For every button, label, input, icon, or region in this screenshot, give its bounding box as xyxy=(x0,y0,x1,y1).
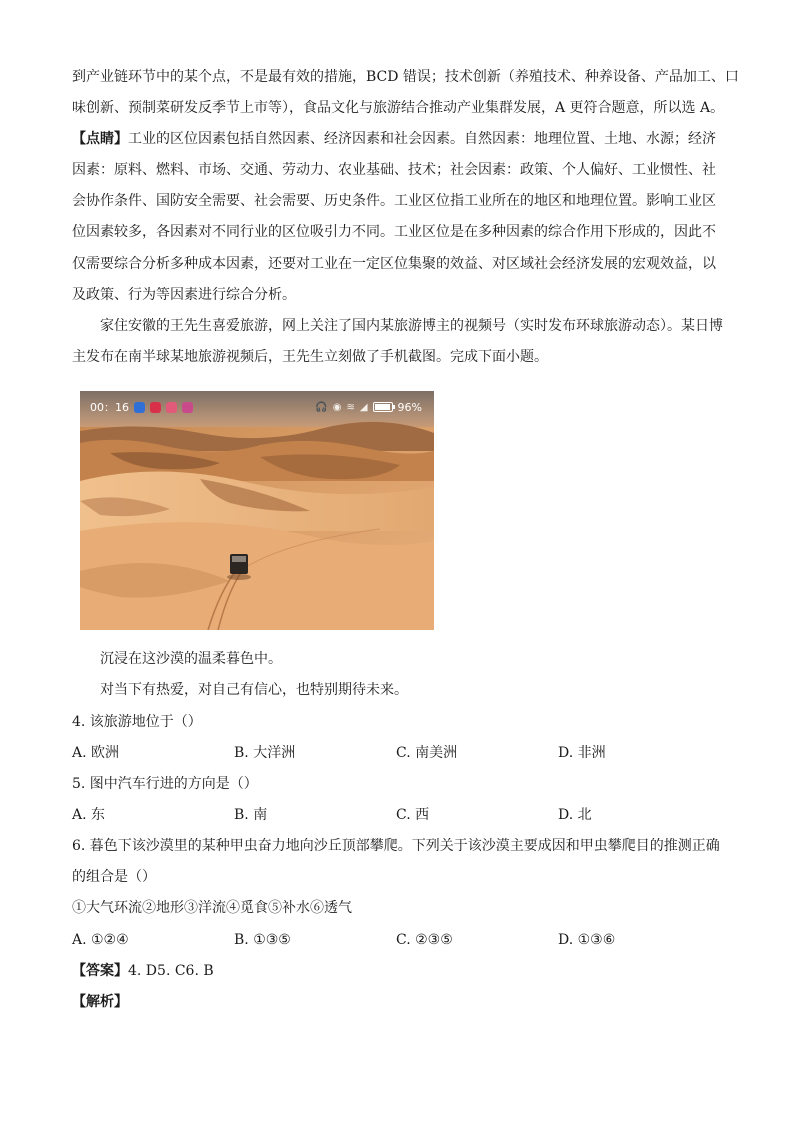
app-notification-icon-4 xyxy=(182,402,193,413)
paragraph-line-5: 会协作条件、国防安全需要、社会需要、历史条件。工业区位指工业所在的地区和地理位置。影响工业区 xyxy=(72,193,716,209)
q6-option-b: B. ①③⑤ xyxy=(234,932,291,948)
desert-scene xyxy=(80,391,434,630)
answer-line xyxy=(72,961,727,981)
status-time: 00：16 xyxy=(90,401,129,414)
battery-level xyxy=(375,404,390,410)
analysis-line xyxy=(72,992,727,1012)
wifi-icon: ≋ xyxy=(346,401,355,413)
q5-option-c: C. 西 xyxy=(396,807,430,823)
question-6-stem-line-1: 6. 暮色下该沙漠里的某种甲虫奋力地向沙丘顶部攀爬。下列关于该沙漠主要成因和甲虫攀爬目的推测正确 xyxy=(72,838,720,854)
desert-screenshot-image xyxy=(80,391,434,630)
q6-option-a: A. ①②④ xyxy=(72,932,129,948)
paragraph-line-7: 仅需要综合分析多种成本因素，还要对工业在一定区位集聚的效益、对区域社会经济发展的宏观效益，以 xyxy=(72,256,716,272)
answer-label: 【答案】 xyxy=(72,963,128,979)
paragraph-line-4: 因素：原料、燃料、市场、交通、劳动力、农业基础、技术；社会因素：政策、个人偏好、工业惯性、社 xyxy=(72,162,716,178)
tip-text: 工业的区位因素包括自然因素、经济因素和社会因素。自然因素：地理位置、土地、水源；经济 xyxy=(128,131,716,147)
app-notification-icon-2 xyxy=(150,402,161,413)
app-notification-icon-3 xyxy=(166,402,177,413)
q6-option-c: C. ②③⑤ xyxy=(396,932,453,948)
q5-option-d: D. 北 xyxy=(558,807,592,823)
q5-option-b: B. 南 xyxy=(234,807,268,823)
question-6-stem-line-2: 的组合是（） xyxy=(72,869,156,885)
battery-icon xyxy=(373,402,393,412)
q4-option-c: C. 南美洲 xyxy=(396,745,458,761)
paragraph-line-3 xyxy=(72,129,727,149)
q6-option-d: D. ①③⑥ xyxy=(558,932,616,948)
vehicle-icon xyxy=(227,554,251,580)
paragraph-line-9: 家住安徽的王先生喜爱旅游，网上关注了国内某旅游博主的视频号（实时发布环球旅游动态）。某日博 xyxy=(100,318,723,334)
caption-line-2: 对当下有热爱，对自己有信心，也特别期待未来。 xyxy=(100,682,408,698)
paragraph-line-2: 味创新、预制菜研发反季节上市等），食品文化与旅游结合推动产业集群发展，A 更符合题意，所以选 A。 xyxy=(72,100,725,116)
analysis-label: 【解析】 xyxy=(72,994,128,1010)
headphone-icon: 🎧 xyxy=(315,401,328,413)
paragraph-line-8: 及政策、行为等因素进行综合分析。 xyxy=(72,287,296,303)
q4-option-d: D. 非洲 xyxy=(558,745,606,761)
q4-option-a: A. 欧洲 xyxy=(72,745,120,761)
app-notification-icon-1 xyxy=(134,402,145,413)
tip-label: 【点睛】 xyxy=(72,131,128,147)
q4-option-b: B. 大洋洲 xyxy=(234,745,296,761)
question-6-items: ①大气环流②地形③洋流④觅食⑤补水⑥透气 xyxy=(72,900,352,916)
paragraph-line-10: 主发布在南半球某地旅游视频后，王先生立刻做了手机截图。完成下面小题。 xyxy=(72,349,548,365)
battery-percentage: 96% xyxy=(397,400,422,414)
answer-text: 4. D5. C6. B xyxy=(128,963,214,979)
caption-line-1: 沉浸在这沙漠的温柔暮色中。 xyxy=(100,651,282,667)
q5-option-a: A. 东 xyxy=(72,807,106,823)
signal-icon: ◢ xyxy=(359,401,368,413)
paragraph-line-6: 位因素较多，各因素对不同行业的区位吸引力不同。工业区位是在多种因素的综合作用下形成的，因此不 xyxy=(72,224,716,240)
question-4-stem: 4. 该旅游地位于（） xyxy=(72,714,202,730)
eye-icon: ◉ xyxy=(332,401,342,413)
phone-status-bar xyxy=(80,391,434,423)
paragraph-line-1: 到产业链环节中的某个点，不是最有效的措施，BCD 错误；技术创新（养殖技术、种养设备、产品加工、口 xyxy=(72,69,739,85)
question-5-stem: 5. 图中汽车行进的方向是（） xyxy=(72,776,258,792)
